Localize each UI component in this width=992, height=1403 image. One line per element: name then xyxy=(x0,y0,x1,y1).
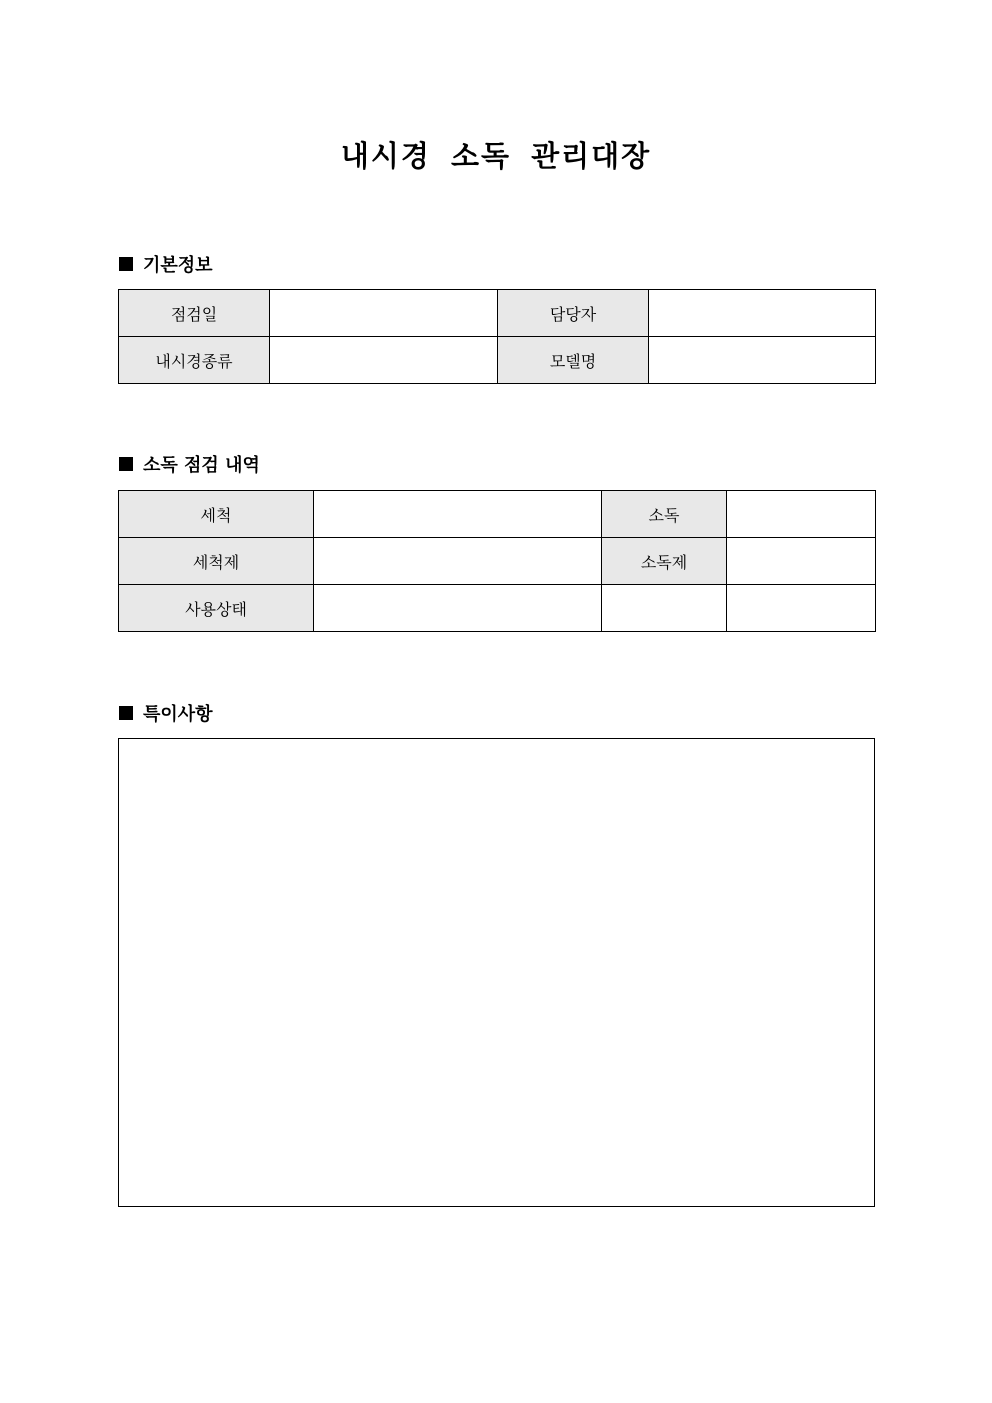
square-bullet-icon xyxy=(119,706,133,720)
label-cleaning: 세척 xyxy=(119,491,314,538)
detergent-field[interactable] xyxy=(314,538,602,585)
label-model-name: 모델명 xyxy=(498,337,649,384)
section-title: 특이사항 xyxy=(143,704,213,725)
disinfection-table xyxy=(118,490,876,632)
label-detergent: 세척제 xyxy=(119,538,314,585)
square-bullet-icon xyxy=(119,257,133,271)
manager-field[interactable] xyxy=(649,290,876,337)
label-usage-status: 사용상태 xyxy=(119,585,314,632)
square-bullet-icon xyxy=(119,457,133,471)
notes-box[interactable] xyxy=(118,738,875,1207)
label-manager: 담당자 xyxy=(498,290,649,337)
label-disinfection: 소독 xyxy=(602,491,727,538)
section-title: 기본정보 xyxy=(143,255,213,276)
empty-cell[interactable] xyxy=(727,585,876,632)
label-disinfectant: 소독제 xyxy=(602,538,727,585)
cleaning-field[interactable] xyxy=(314,491,602,538)
basic-info-table xyxy=(118,289,876,384)
section-heading-notes xyxy=(119,701,213,725)
endoscope-type-field[interactable] xyxy=(270,337,498,384)
label-endoscope-type: 내시경종류 xyxy=(119,337,270,384)
disinfection-field[interactable] xyxy=(727,491,876,538)
empty-cell[interactable] xyxy=(602,585,727,632)
section-heading-basic xyxy=(119,252,213,276)
model-name-field[interactable] xyxy=(649,337,876,384)
disinfectant-field[interactable] xyxy=(727,538,876,585)
section-title: 소독 점검 내역 xyxy=(143,455,260,476)
page-title: 내시경 소독 관리대장 xyxy=(340,139,652,173)
section-heading-disinfect xyxy=(119,452,260,476)
usage-status-field[interactable] xyxy=(314,585,602,632)
label-inspection-date: 점검일 xyxy=(119,290,270,337)
inspection-date-field[interactable] xyxy=(270,290,498,337)
